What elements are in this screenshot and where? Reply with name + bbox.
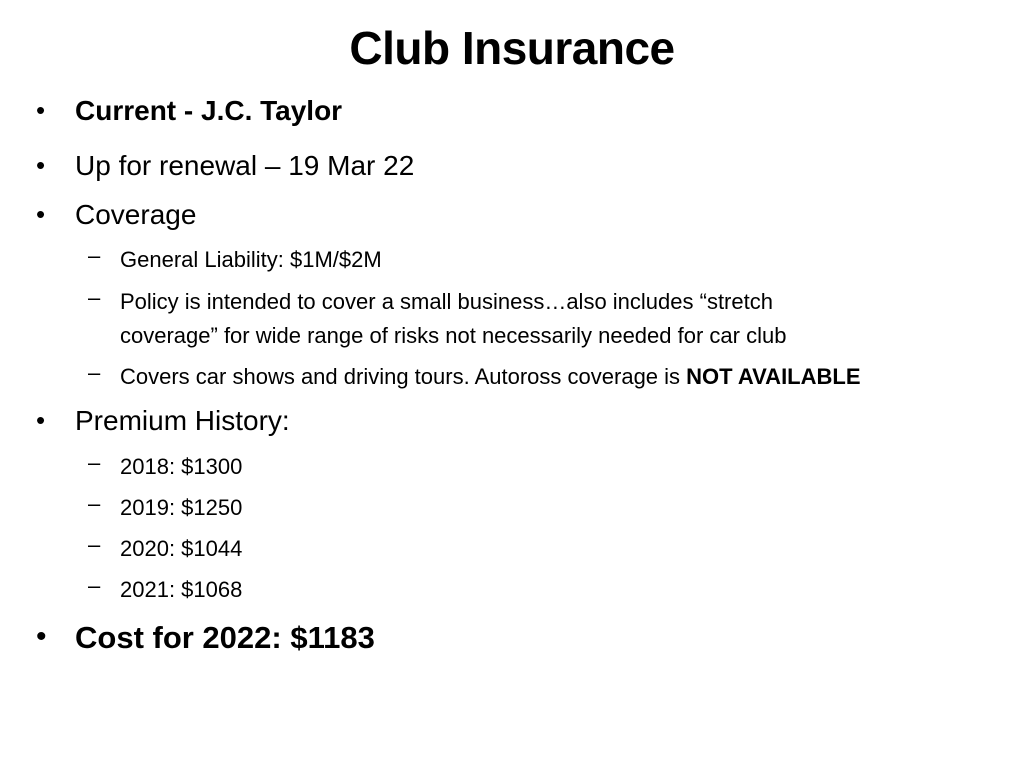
bullet-premium-history: Premium History:	[75, 405, 290, 436]
bullet-icon: •	[36, 405, 46, 435]
bullet-current-carrier: Current - J.C. Taylor	[75, 95, 343, 126]
bullet-icon: •	[36, 199, 46, 229]
coverage-events-text: Covers car shows and driving tours. Autoross coverage is	[120, 364, 687, 389]
dash-icon: –	[88, 450, 101, 475]
coverage-liability: General Liability: $1M/$2M	[120, 247, 382, 272]
slide-title: Club Insurance	[349, 22, 675, 74]
dash-icon: –	[88, 285, 101, 310]
premium-2020: 2020: $1044	[120, 536, 243, 561]
bullet-cost-2022: Cost for 2022: $1183	[75, 620, 375, 655]
bullet-icon: •	[36, 620, 47, 653]
dash-icon: –	[88, 243, 101, 268]
bullet-coverage: Coverage	[75, 199, 197, 230]
dash-icon: –	[88, 532, 101, 557]
dash-icon: –	[88, 360, 101, 385]
premium-2018: 2018: $1300	[120, 454, 243, 479]
premium-2019: 2019: $1250	[120, 495, 243, 520]
bullet-renewal-date: Up for renewal – 19 Mar 22	[75, 150, 415, 181]
bullet-icon: •	[36, 95, 46, 125]
premium-2021: 2021: $1068	[120, 577, 243, 602]
bullet-icon: •	[36, 150, 46, 180]
coverage-policy-line2: coverage” for wide range of risks not necessarily needed for car club	[120, 323, 787, 348]
dash-icon: –	[88, 573, 101, 598]
coverage-events	[120, 360, 861, 394]
not-available-emphasis: NOT AVAILABLE	[686, 364, 861, 389]
dash-icon: –	[88, 491, 101, 516]
coverage-policy-line1: Policy is intended to cover a small business…also includes “stretch	[120, 289, 773, 314]
